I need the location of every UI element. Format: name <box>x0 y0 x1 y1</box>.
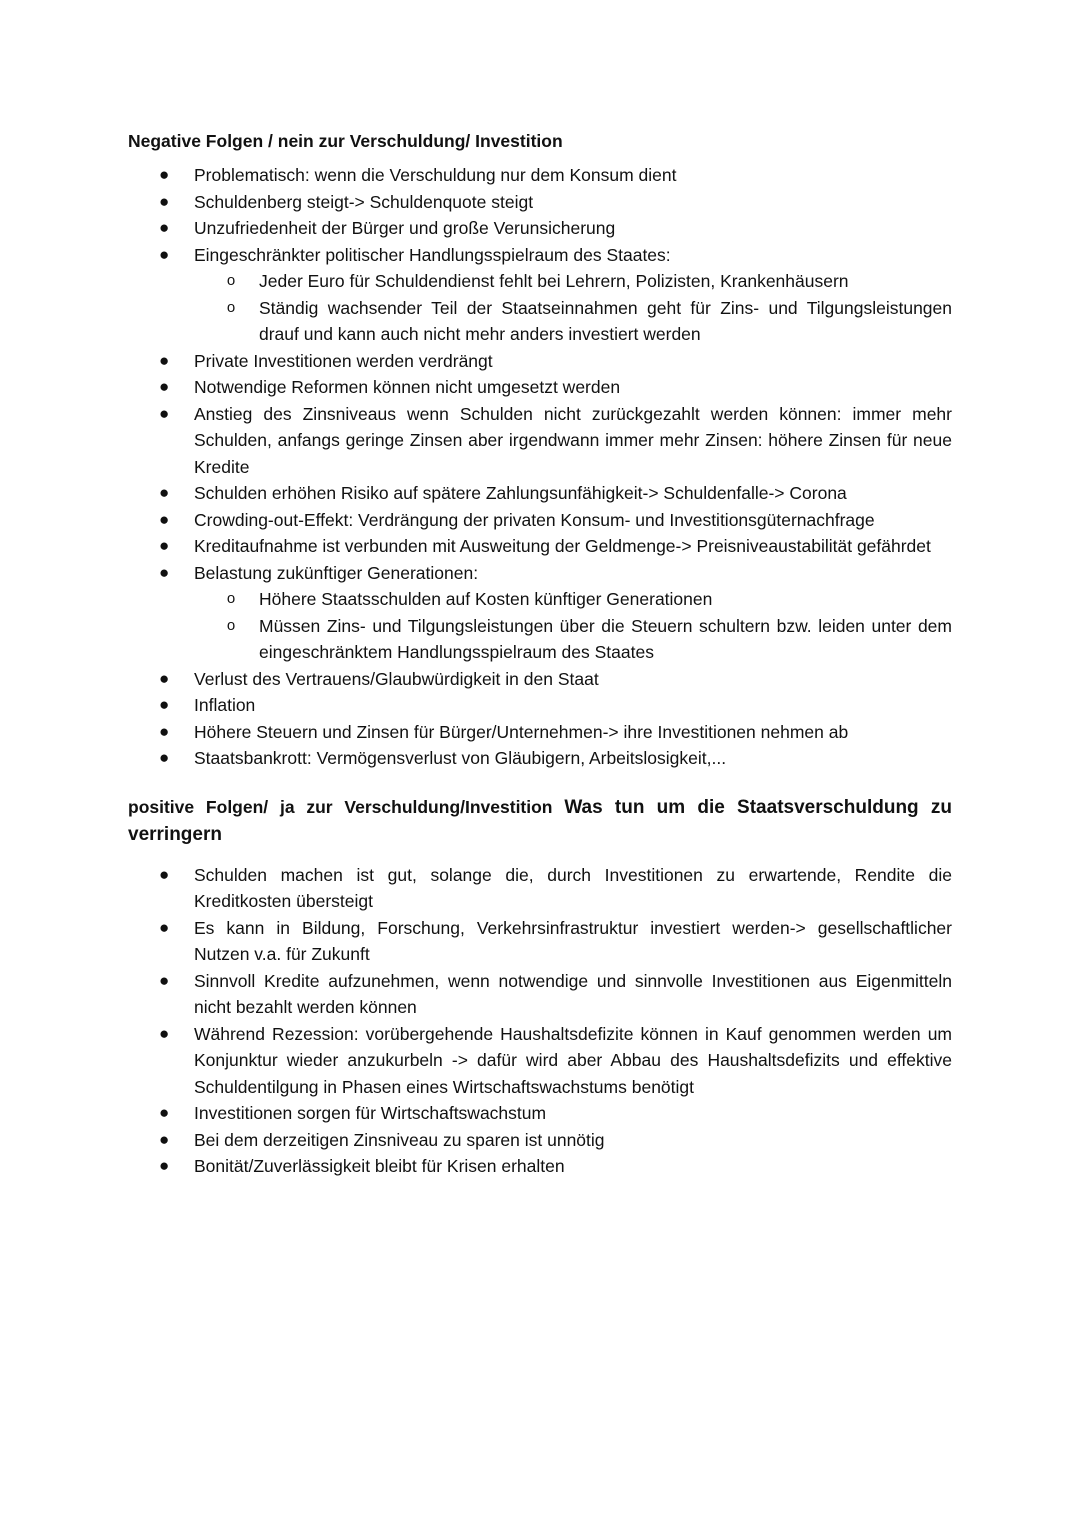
list-item-text: Notwendige Reformen können nicht umgesetzt werden <box>194 377 621 397</box>
list-item-text: Eingeschränkter politischer Handlungsspielraum des Staates: <box>194 244 671 265</box>
list-item-text: Kreditaufnahme ist verbunden mit Ausweitung der Geldmenge-> Preisniveaustabilität gefährdet <box>194 536 931 556</box>
sub-list <box>194 586 952 666</box>
list-item-text: Staatsbankrott: Vermögensverlust von Gläubigern, Arbeitslosigkeit,... <box>194 748 727 768</box>
positive-consequences-list <box>128 862 952 1180</box>
list-item <box>128 215 952 242</box>
sub-list-item-text: Müssen Zins- und Tilgungsleistungen über die Steuern schultern bzw. leiden unter dem eingeschränktem Handlungsspielraum des Staates <box>259 615 952 662</box>
bullet-icon: ● <box>159 483 170 502</box>
bullet-icon: ● <box>159 218 170 237</box>
bullet-icon: ● <box>159 403 170 423</box>
circle-bullet-icon: o <box>226 616 236 634</box>
bullet-icon: ● <box>159 1129 170 1149</box>
list-item-text: Investitionen sorgen für Wirtschaftswachstum <box>194 1103 547 1123</box>
list-item-text: Schulden machen ist gut, solange die, durch Investitionen zu erwartende, Rendite die Kreditkosten übersteigt <box>194 864 952 911</box>
list-item-text: Bei dem derzeitigen Zinsniveau zu sparen ist unnötig <box>194 1129 605 1150</box>
bullet-icon: ● <box>159 244 170 264</box>
sub-list-item <box>194 295 952 348</box>
negative-consequences-list <box>128 162 952 772</box>
list-item <box>128 374 952 401</box>
list-item <box>128 242 952 348</box>
list-item-text: Belastung zukünftiger Generationen: <box>194 562 479 583</box>
list-item-text: Problematisch: wenn die Verschuldung nur dem Konsum dient <box>194 165 677 185</box>
sub-list-item <box>194 268 952 295</box>
list-item <box>128 480 952 507</box>
list-item-text: Unzufriedenheit der Bürger und große Verunsicherung <box>194 218 616 238</box>
bullet-icon: ● <box>159 191 170 211</box>
list-item <box>128 692 952 719</box>
list-item <box>128 533 952 560</box>
circle-bullet-icon: o <box>226 298 236 316</box>
bullet-icon: ● <box>159 864 170 884</box>
list-item-text: Anstieg des Zinsniveaus wenn Schulden nicht zurückgezahlt werden können: immer mehr Schulden, anfangs geringe Zinsen aber irgendwann immer mehr Zinsen: höhere Zinsen für neue Kredite <box>194 403 952 477</box>
heading-positive-part: positive Folgen/ ja zur Verschuldung/Investition <box>128 796 565 817</box>
section-heading-negative: Negative Folgen / nein zur Verschuldung/ Investition <box>128 131 563 151</box>
list-item <box>128 915 952 968</box>
list-item <box>128 1127 952 1154</box>
list-item <box>128 1100 952 1127</box>
list-item-text: Verlust des Vertrauens/Glaubwürdigkeit in den Staat <box>194 668 599 689</box>
list-item-text: Private Investitionen werden verdrängt <box>194 350 493 371</box>
section-heading-positive <box>128 794 952 848</box>
list-item <box>128 560 952 666</box>
list-item <box>128 401 952 481</box>
bullet-icon: ● <box>159 1023 170 1043</box>
sub-list-item-text: Höhere Staatsschulden auf Kosten künftiger Generationen <box>259 589 713 609</box>
list-item <box>128 189 952 216</box>
list-item <box>128 666 952 693</box>
circle-bullet-icon: o <box>226 590 236 607</box>
sub-list-item-text: Ständig wachsender Teil der Staatseinnahmen geht für Zins- und Tilgungsleistungen drauf und kann auch nicht mehr anders investiert werden <box>259 297 952 344</box>
sub-list-item-text: Jeder Euro für Schuldendienst fehlt bei Lehrern, Polizisten, Krankenhäusern <box>259 271 849 291</box>
bullet-icon: ● <box>159 668 170 688</box>
document-content <box>128 128 952 1194</box>
bullet-icon: ● <box>159 1156 170 1175</box>
list-item-text: Bonität/Zuverlässigkeit bleibt für Krisen erhalten <box>194 1156 565 1176</box>
sub-list-item <box>194 586 952 613</box>
list-item <box>128 1021 952 1101</box>
bullet-icon: ● <box>159 721 170 741</box>
heading-reduce-debt-part: Was tun um die Staatsverschuldung zu verringern <box>128 796 952 845</box>
list-item <box>128 1153 952 1180</box>
list-item <box>128 745 952 772</box>
bullet-icon: ● <box>159 350 170 370</box>
bullet-icon: ● <box>159 917 170 937</box>
bullet-icon: ● <box>159 1103 170 1122</box>
list-item-text: Schuldenberg steigt-> Schuldenquote steigt <box>194 191 534 212</box>
bullet-icon: ● <box>159 377 170 396</box>
list-item-text: Inflation <box>194 695 256 715</box>
list-item-text: Während Rezession: vorübergehende Haushaltsdefizite können in Kauf genommen werden um Konjunktur wieder anzukurbeln -> dafür wird aber Abbau des Haushaltsdefizits und effektive Schuldentilgung in Phasen eines Wirtschaftswachstums benötigt <box>194 1023 952 1097</box>
list-item-text: Höhere Steuern und Zinsen für Bürger/Unternehmen-> ihre Investitionen nehmen ab <box>194 721 849 742</box>
list-item <box>128 719 952 746</box>
bullet-icon: ● <box>159 695 170 714</box>
list-item-text: Es kann in Bildung, Forschung, Verkehrsinfrastruktur investiert werden-> gesellschaftlicher Nutzen v.a. für Zukunft <box>194 917 952 964</box>
list-item-text: Crowding-out-Effekt: Verdrängung der privaten Konsum- und Investitionsgüternachfrage <box>194 509 875 530</box>
bullet-icon: ● <box>159 970 170 990</box>
sub-list <box>194 268 952 348</box>
sub-list-item <box>194 613 952 666</box>
bullet-icon: ● <box>159 562 170 582</box>
list-item <box>128 348 952 375</box>
list-item-text: Sinnvoll Kredite aufzunehmen, wenn notwendige und sinnvolle Investitionen aus Eigenmitteln nicht bezahlt werden können <box>194 970 952 1017</box>
bullet-icon: ● <box>159 509 170 529</box>
bullet-icon: ● <box>159 536 170 555</box>
list-item <box>128 862 952 915</box>
list-item-text: Schulden erhöhen Risiko auf spätere Zahlungsunfähigkeit-> Schuldenfalle-> Corona <box>194 483 847 503</box>
list-item <box>128 162 952 189</box>
bullet-icon: ● <box>159 165 170 184</box>
circle-bullet-icon: o <box>226 272 236 289</box>
list-item <box>128 968 952 1021</box>
bullet-icon: ● <box>159 748 170 767</box>
list-item <box>128 507 952 534</box>
